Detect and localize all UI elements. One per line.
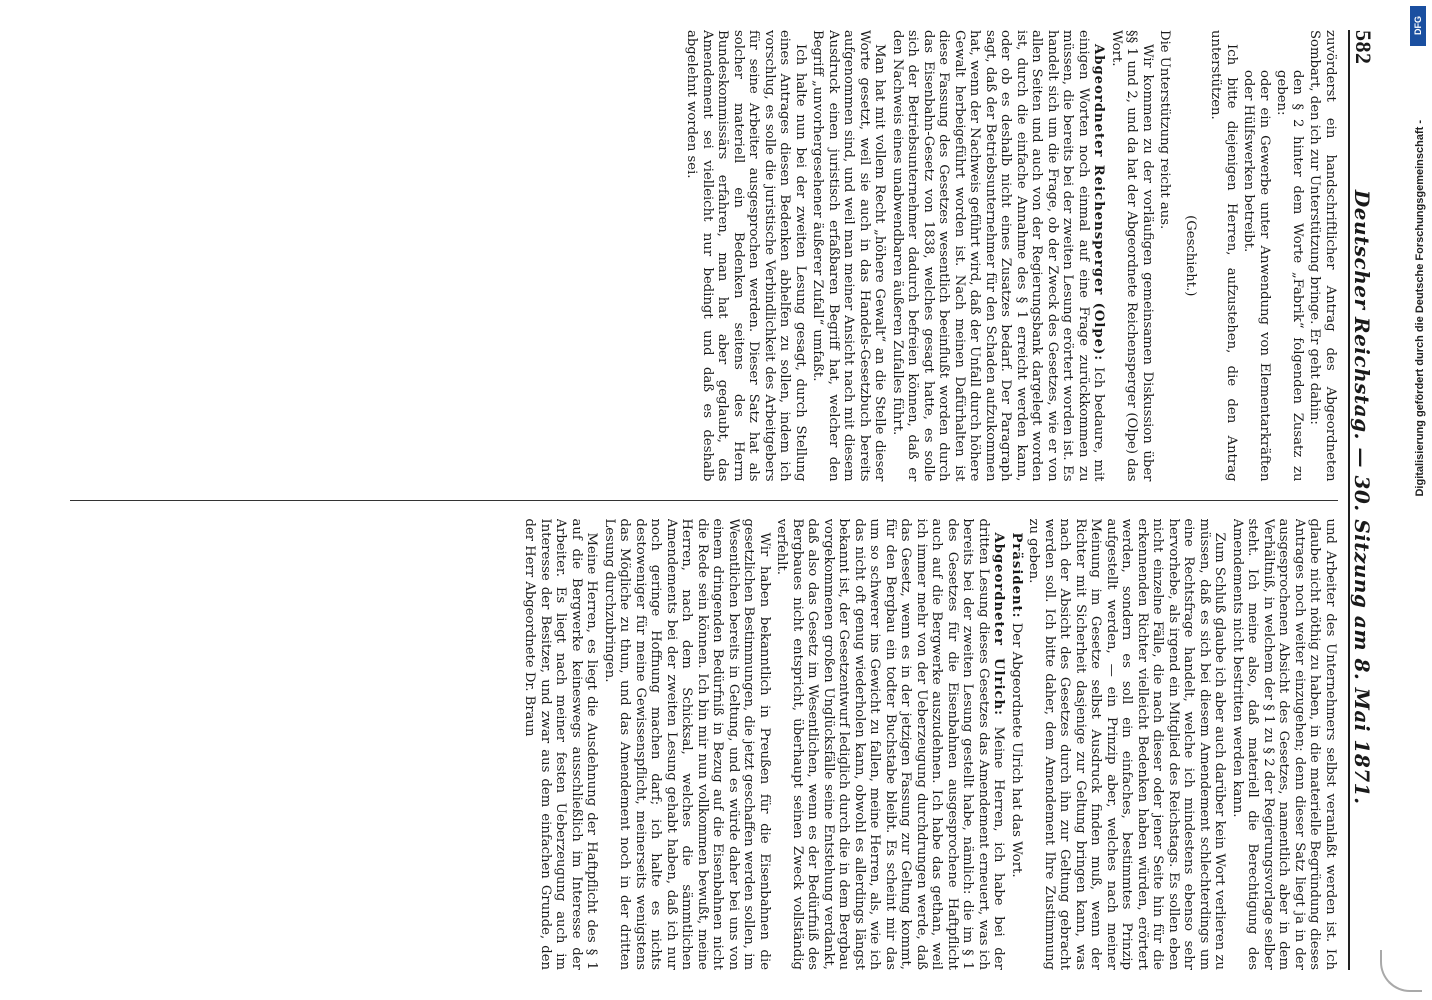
paragraph-text: Ich bedaure, mit einigen Worten noch einmal auf eine Frage zurückkommen zu müssen, die bereits bei der zweiten Lesung erörtert worden ist. Es handelt sich um die Frage, ob der Zweck des Gesetzes, wie er von allen Seiten und auch von der Regierungsbank dargelegt worden ist, durch die einfache Annahme des § 1 erreicht werden kann, oder ob es deshalb nicht eines Zusatzes bedarf. Der Paragraph sagt, daß der Betriebsunternehmer für den Schaden aufzukommen hat, wenn der Nachweis geführt wird, daß der Unfall durch höhere Gewalt herbeigeführt worden ist. Nach meinen Dafürhalten ist diese Fassung des Gesetzes wesentlich beeinflußt worden durch das Eisenbahn-Gesetz von 1838, welches gesagt hatte, es solle sich der Betriebsunternehmer dadurch befreien können, daß er den Nachweis eines unabwendbaren äußeren Zufalles führt. [890,30,1107,482]
paragraph-text: Meine Herren, es liegt die Ausdehnung der Haftpflicht des § 1 auf die Bergwerke keineswegs ausschließlich im Interesse der Arbeiter. Es liegt nach meiner festen Ueberzeugung auch im Interesse der Besitzer, und zwar aus dem einfachen Grunde, den der Herr Abgeordnete Dr. Braun [522,518,600,970]
paragraph [1009,519,1025,971]
paragraph-text: (Geschieht.) [1183,215,1198,297]
paragraph [1183,30,1199,482]
speaker-name: Abgeordneter Reichensperger (Olpe): [1091,44,1107,362]
paragraph [522,519,600,971]
paragraph [1109,30,1156,482]
page-number: 582 [1351,30,1376,65]
paragraph [602,519,773,971]
page-header [1348,30,1390,970]
paragraph-text: Wir kommen zu der vorläufigen gemeinsamen Diskussion über §§ 1 und 2, und da hat der Abgeordnete Reichensperger (Olpe) das Wort. [1109,30,1155,482]
paragraph-text: Der Abgeordnete Ulrich hat das Wort. [1009,622,1024,878]
paragraph-text: Zum Schluß glaube ich aber auch darüber kein Wort verlieren zu müssen, daß es sich bei diesem Amendement schlechterdings um eine Rechtsfrage handelt, welche ich mindestens ebenso sehr hervorhebe, als irgend ein Mitglied des Reichstags. Es sollen eben nicht einzelne Fälle, die nach dieser oder jener Seite hin für die erkennenden Richter vielleicht Bedenken haben würden, erörtert werden, sondern es soll ein einfaches, bestimmtes Prinzip aufgestellt werden, — ein Prinzip aber, welches nach meiner Meinung im Gesetze selbst Ausdruck finden muß, wenn der Richter mit Sicherheit dasjenige zur Geltung bringen kann, was nach der Absicht des Gesetzes durch ihn zur Geltung gebracht werden soll. Ich bitte daher, dem Amendement Ihre Zustimmung zu geben. [1026,518,1228,970]
paragraph-text: Ich bitte diejenigen Herren, aufzustehen, die den Antrag unterstützen. [1208,30,1239,482]
text-column-left [70,30,1338,482]
speaker-name: Abgeordneter Ulrich: [991,532,1007,716]
paragraph [890,30,1107,482]
column-divider [70,500,1338,501]
paragraph [1307,30,1338,482]
paragraph-text: Die Unterstützung reicht aus. [1157,30,1173,230]
running-head: Deutscher Reichstag. — 30. Sitzung am 8. Mai 1871. [1350,189,1374,805]
speaker-name: Präsident: [1009,532,1024,619]
paragraph [1274,30,1305,482]
paragraph-text: zuvörderst ein handschriftlicher Antrag des Abgeordneten Sombart, den ich zur Unterstützung bringe. Er geht dahin: [1307,30,1338,482]
paragraph [1157,30,1173,482]
paragraph-text: Wir haben bekanntlich in Preußen für die Eisenbahnen die gesetzlichen Bestimmungen, die jetzt geschaffen werden sollen, im Wesentlichen bereits in Geltung, und es würde daher bei uns von einem dringenden Bedürfniß in Bezug auf die Eisenbahnen nicht die Rede sein können. Ich bin mir nun vollkommen bewußt, meine Herren, nach dem Schicksal, welches die sämmtlichen Amendements bei der zweiten Lesung gehabt haben, daß ich nur noch geringe Hoffnung machen darf; ich halte es nichts destoweniger für meine Gewissenspflicht, meinerseits wenigstens das Mögliche zu thun, und das Amendement noch in der dritten Lesung durchzubringen. [602,518,772,970]
paragraph [1230,519,1339,971]
paragraph-text: Meine Herren, ich habe bei der dritten Lesung dieses Gesetzes das Amendement erneuert, was ich bereits bei der zweiten Lesung gestellt habe, nämlich: die im § 1 des Gesetzes für die Eisenbahnen ausgesprochene Haftpflicht auch auf die Bergwerke auszudehnen. Ich habe das gethan, weil ich immer mehr von der Ueberzeugung durchdrungen werde, daß das Gesetz, wenn es in der jetzigen Fassung zur Geltung kommt, für den Bergbau ein todter Buchstabe bleibt. Es scheint mir das um so schwerer ins Gewicht zu fallen, meine Herren, als, wie ich das nicht oft genug wiederholen kann, obwohl es allerdings längst bekannt ist, der Gesetzentwurf lediglich durch die in dem Bergbau vorgekommenen großen Unglücksfälle seine Entstehung verdankt, daß also das Gesetz im Wesentlichen, wenn es der Bedürfniß des Bergbaues nicht entspricht, überhaupt seinen Zweck vollständig verfehlt. [774,518,1007,970]
rotated-page [50,0,1410,1000]
text-column-right [70,519,1338,971]
paragraph-text: oder ein Gewerbe unter Anwendung von Elementarkräften oder Hülfswerken betreibt. [1241,70,1272,482]
digitization-notice: Digitalisierung gefördert durch die Deutsche Forschungsgemeinschaft - [1414,120,1426,497]
text-columns [70,30,1338,970]
paragraph [684,30,808,482]
paragraph-text: Man hat mit vollem Recht „höhere Gewalt“ an die Stelle dieser Worte gesetzt, weil sie auch in das Handels-Gesetzbuch bereits aufgenommen sind, und weil man meiner Ansicht nach mit diesem Ausdruck einen juristisch erfaßbaren Begriff hat, welcher den Begriff „unvorhergesehener äußerer Zufall“ umfaßt. [810,30,888,482]
paragraph [1241,30,1272,482]
paragraph-text: den § 2 hinter dem Worte „Fabrik“ folgenden Zusatz zu geben: [1274,70,1305,482]
paragraph [1208,30,1239,482]
paragraph [1026,519,1228,971]
paragraph-text: und Arbeiter des Unternehmers selbst veranlaßt werden ist. Ich glaube nicht nöthig zu haben, in die materielle Begründung dieses Antrages noch weiter einzugehen; denn dieser Satz liegt ja in der ausgesprochenen Absicht des Gesetzes, namentlich aber in dem Verhältniß, in welchem der § 1 zu § 2 der Regierungsvorlage selber steht. Ich meine also, daß materiell die Berechtigung des Amendements nicht bestritten werden kann. [1230,518,1338,970]
paragraph [774,519,1007,971]
paragraph-text: Ich halte nun bei der zweiten Lesung gesagt, durch Stellung eines Antrages diesen Bedenken abhelfen zu sollen, indem ich vorschlug, es solle die juristische Verbindlichkeit des Arbeitgebers für seine Arbeiter ausgesprochen werden. Dieser Satz hat als solcher materiell ein Bedenken seitens des Herrn Bundeskommissärs erfahren, man hat aber geglaubt, das Amendement sei vielleicht nur bedingt und daß es deshalb abgelehnt worden sei. [684,30,808,482]
paragraph [810,30,888,482]
dfg-logo: DFG [1410,6,1426,46]
